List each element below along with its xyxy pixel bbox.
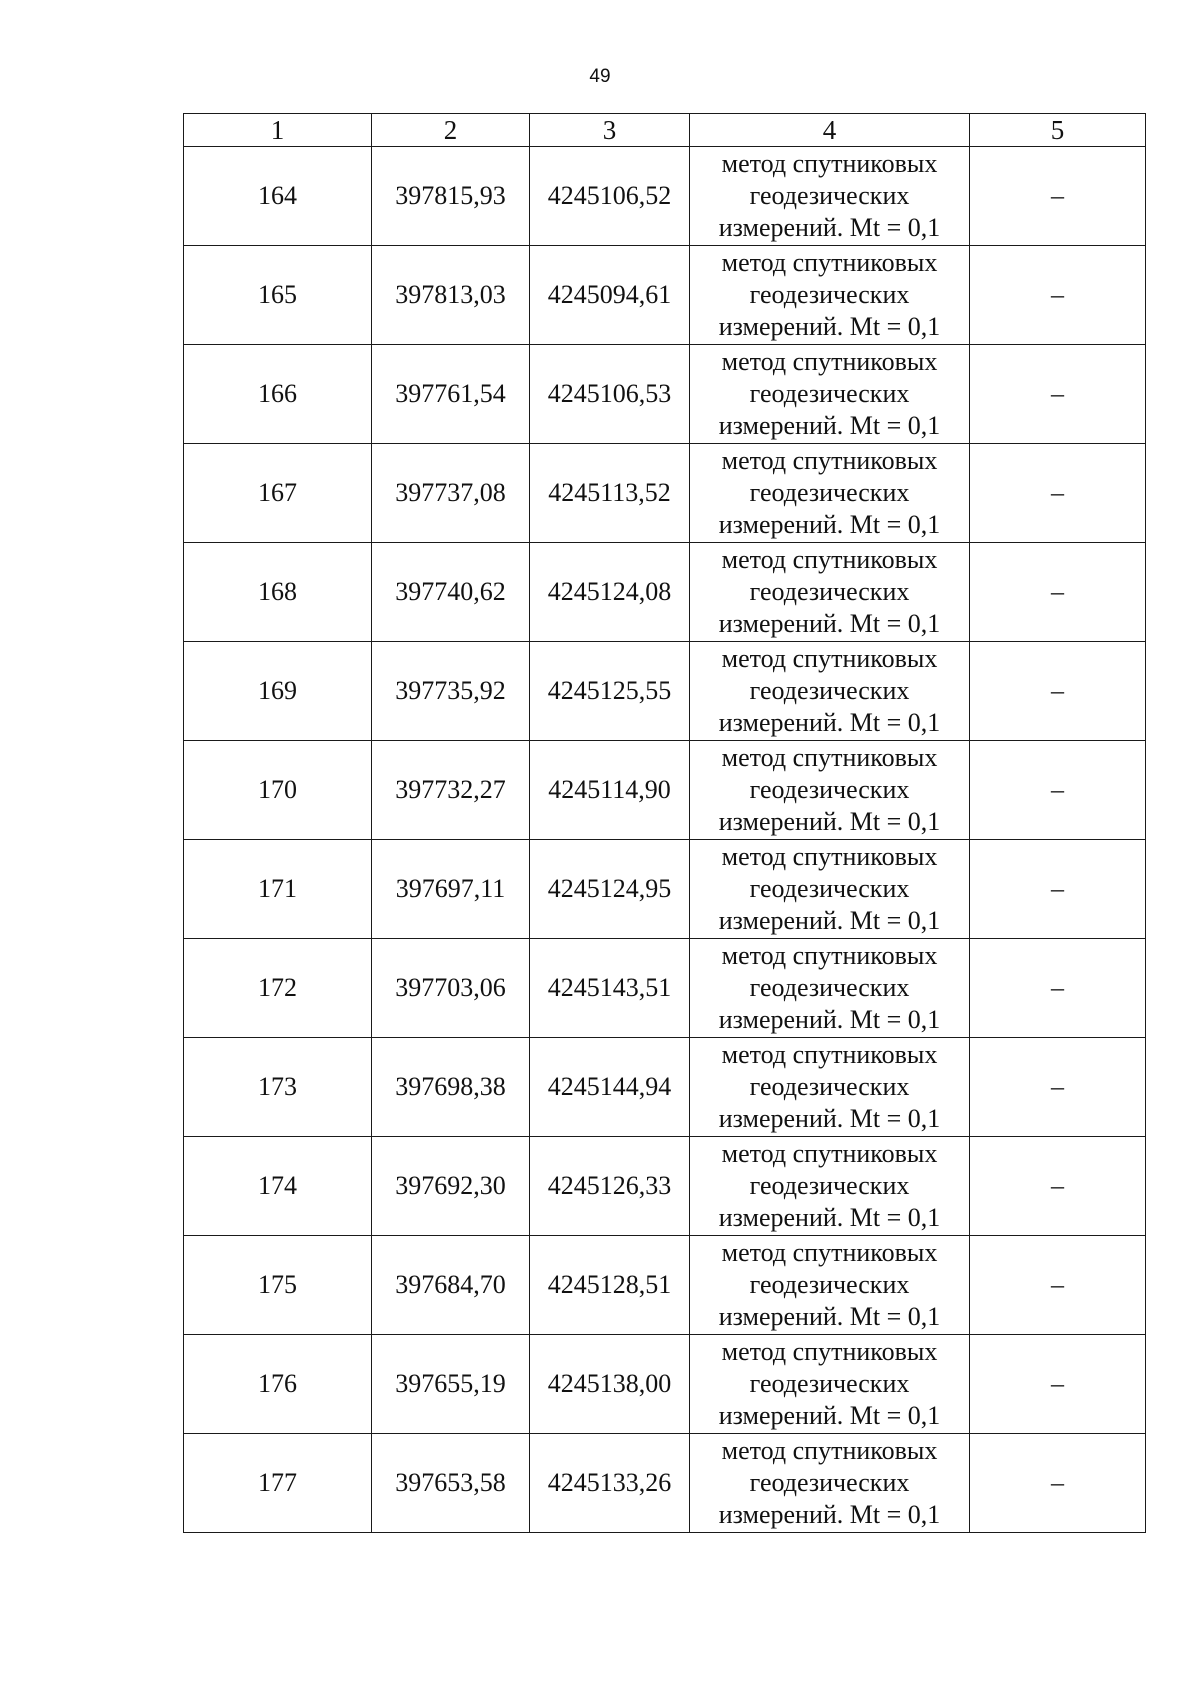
method-cell: [690, 345, 970, 444]
header-row: [184, 114, 1146, 147]
method-cell: [690, 840, 970, 939]
table-row: [184, 246, 1146, 345]
col5-cell: –: [970, 642, 1146, 741]
method-cell: [690, 939, 970, 1038]
method-cell: [690, 1137, 970, 1236]
point-number-cell: 164: [184, 147, 372, 246]
point-number-cell: 173: [184, 1038, 372, 1137]
method-text-line3: измерений. Mt = 0,1: [718, 510, 941, 539]
method-cell: [690, 444, 970, 543]
col5-cell: –: [970, 741, 1146, 840]
x-coordinate-cell: 397732,27: [372, 741, 530, 840]
method-text-line3: измерений. Mt = 0,1: [718, 708, 941, 737]
point-number-cell: 167: [184, 444, 372, 543]
method-cell: [690, 147, 970, 246]
method-text-line2: геодезических: [749, 577, 910, 606]
y-coordinate-cell: 4245106,53: [530, 345, 690, 444]
table-row: [184, 543, 1146, 642]
method-text-line1: метод спутниковых: [721, 1040, 938, 1069]
method-text-line2: геодезических: [749, 1072, 910, 1101]
point-number-cell: 176: [184, 1335, 372, 1434]
y-coordinate-cell: 4245144,94: [530, 1038, 690, 1137]
x-coordinate-cell: 397697,11: [372, 840, 530, 939]
table-row: [184, 345, 1146, 444]
method-text-line2: геодезических: [749, 775, 910, 804]
method-text-line3: измерений. Mt = 0,1: [718, 1302, 941, 1331]
method-cell: [690, 1236, 970, 1335]
point-number-cell: 171: [184, 840, 372, 939]
method-text-line3: измерений. Mt = 0,1: [718, 1500, 941, 1529]
header-col-5: 5: [970, 114, 1146, 147]
col5-cell: –: [970, 543, 1146, 642]
y-coordinate-cell: 4245126,33: [530, 1137, 690, 1236]
col5-cell: –: [970, 1137, 1146, 1236]
method-text-line1: метод спутниковых: [721, 347, 938, 376]
y-coordinate-cell: 4245143,51: [530, 939, 690, 1038]
method-text-line2: геодезических: [749, 973, 910, 1002]
method-cell: [690, 642, 970, 741]
col5-cell: –: [970, 1335, 1146, 1434]
method-cell: [690, 543, 970, 642]
point-number-cell: 165: [184, 246, 372, 345]
method-text-line2: геодезических: [749, 874, 910, 903]
table-row: [184, 147, 1146, 246]
method-cell: [690, 1038, 970, 1137]
method-text-line1: метод спутниковых: [721, 149, 938, 178]
table-row: [184, 1434, 1146, 1533]
method-cell: [690, 1335, 970, 1434]
method-text-line1: метод спутниковых: [721, 1139, 938, 1168]
method-text-line3: измерений. Mt = 0,1: [718, 213, 941, 242]
table-row: [184, 1038, 1146, 1137]
x-coordinate-cell: 397698,38: [372, 1038, 530, 1137]
method-text-line2: геодезических: [749, 1468, 910, 1497]
col5-cell: –: [970, 246, 1146, 345]
method-text-line3: измерений. Mt = 0,1: [718, 906, 941, 935]
point-number-cell: 168: [184, 543, 372, 642]
y-coordinate-cell: 4245133,26: [530, 1434, 690, 1533]
header-col-1: 1: [184, 114, 372, 147]
x-coordinate-cell: 397653,58: [372, 1434, 530, 1533]
x-coordinate-cell: 397703,06: [372, 939, 530, 1038]
col5-cell: –: [970, 1038, 1146, 1137]
method-text-line1: метод спутниковых: [721, 248, 938, 277]
x-coordinate-cell: 397740,62: [372, 543, 530, 642]
method-cell: [690, 246, 970, 345]
x-coordinate-cell: 397737,08: [372, 444, 530, 543]
x-coordinate-cell: 397655,19: [372, 1335, 530, 1434]
method-text-line2: геодезических: [749, 379, 910, 408]
table-row: [184, 642, 1146, 741]
y-coordinate-cell: 4245138,00: [530, 1335, 690, 1434]
y-coordinate-cell: 4245128,51: [530, 1236, 690, 1335]
method-text-line1: метод спутниковых: [721, 941, 938, 970]
col5-cell: –: [970, 939, 1146, 1038]
x-coordinate-cell: 397815,93: [372, 147, 530, 246]
method-text-line1: метод спутниковых: [721, 743, 938, 772]
method-text-line2: геодезических: [749, 676, 910, 705]
y-coordinate-cell: 4245113,52: [530, 444, 690, 543]
point-number-cell: 175: [184, 1236, 372, 1335]
header-col-4: 4: [690, 114, 970, 147]
table-body: [184, 147, 1146, 1533]
header-col-2: 2: [372, 114, 530, 147]
method-text-line1: метод спутниковых: [721, 644, 938, 673]
point-number-cell: 169: [184, 642, 372, 741]
col5-cell: –: [970, 1236, 1146, 1335]
method-text-line3: измерений. Mt = 0,1: [718, 1005, 941, 1034]
method-text-line1: метод спутниковых: [721, 446, 938, 475]
method-cell: [690, 1434, 970, 1533]
method-text-line1: метод спутниковых: [721, 545, 938, 574]
point-number-cell: 166: [184, 345, 372, 444]
method-text-line1: метод спутниковых: [721, 1238, 938, 1267]
method-text-line3: измерений. Mt = 0,1: [718, 411, 941, 440]
method-text-line1: метод спутниковых: [721, 842, 938, 871]
method-text-line3: измерений. Mt = 0,1: [718, 312, 941, 341]
method-text-line2: геодезических: [749, 1369, 910, 1398]
y-coordinate-cell: 4245094,61: [530, 246, 690, 345]
point-number-cell: 174: [184, 1137, 372, 1236]
header-col-3: 3: [530, 114, 690, 147]
method-text-line3: измерений. Mt = 0,1: [718, 1401, 941, 1430]
point-number-cell: 177: [184, 1434, 372, 1533]
method-text-line1: метод спутниковых: [721, 1436, 938, 1465]
table-header: [184, 114, 1146, 147]
x-coordinate-cell: 397761,54: [372, 345, 530, 444]
method-text-line2: геодезических: [749, 1171, 910, 1200]
method-text-line3: измерений. Mt = 0,1: [718, 1104, 941, 1133]
method-text-line2: геодезических: [749, 280, 910, 309]
table-row: [184, 840, 1146, 939]
method-text-line2: геодезических: [749, 1270, 910, 1299]
method-text-line2: геодезических: [749, 181, 910, 210]
col5-cell: –: [970, 444, 1146, 543]
col5-cell: –: [970, 147, 1146, 246]
coordinates-table: [183, 113, 1146, 1533]
method-text-line3: измерений. Mt = 0,1: [718, 1203, 941, 1232]
method-cell: [690, 741, 970, 840]
method-text-line3: измерений. Mt = 0,1: [718, 609, 941, 638]
y-coordinate-cell: 4245114,90: [530, 741, 690, 840]
table-row: [184, 1236, 1146, 1335]
point-number-cell: 172: [184, 939, 372, 1038]
table-row: [184, 1335, 1146, 1434]
method-text-line1: метод спутниковых: [721, 1337, 938, 1366]
x-coordinate-cell: 397692,30: [372, 1137, 530, 1236]
page-number: 49: [589, 66, 611, 87]
y-coordinate-cell: 4245124,95: [530, 840, 690, 939]
col5-cell: –: [970, 1434, 1146, 1533]
table-row: [184, 939, 1146, 1038]
point-number-cell: 170: [184, 741, 372, 840]
col5-cell: –: [970, 345, 1146, 444]
table-row: [184, 444, 1146, 543]
table-row: [184, 1137, 1146, 1236]
y-coordinate-cell: 4245106,52: [530, 147, 690, 246]
x-coordinate-cell: 397813,03: [372, 246, 530, 345]
y-coordinate-cell: 4245124,08: [530, 543, 690, 642]
method-text-line2: геодезических: [749, 478, 910, 507]
table-row: [184, 741, 1146, 840]
x-coordinate-cell: 397735,92: [372, 642, 530, 741]
col5-cell: –: [970, 840, 1146, 939]
x-coordinate-cell: 397684,70: [372, 1236, 530, 1335]
method-text-line3: измерений. Mt = 0,1: [718, 807, 941, 836]
y-coordinate-cell: 4245125,55: [530, 642, 690, 741]
